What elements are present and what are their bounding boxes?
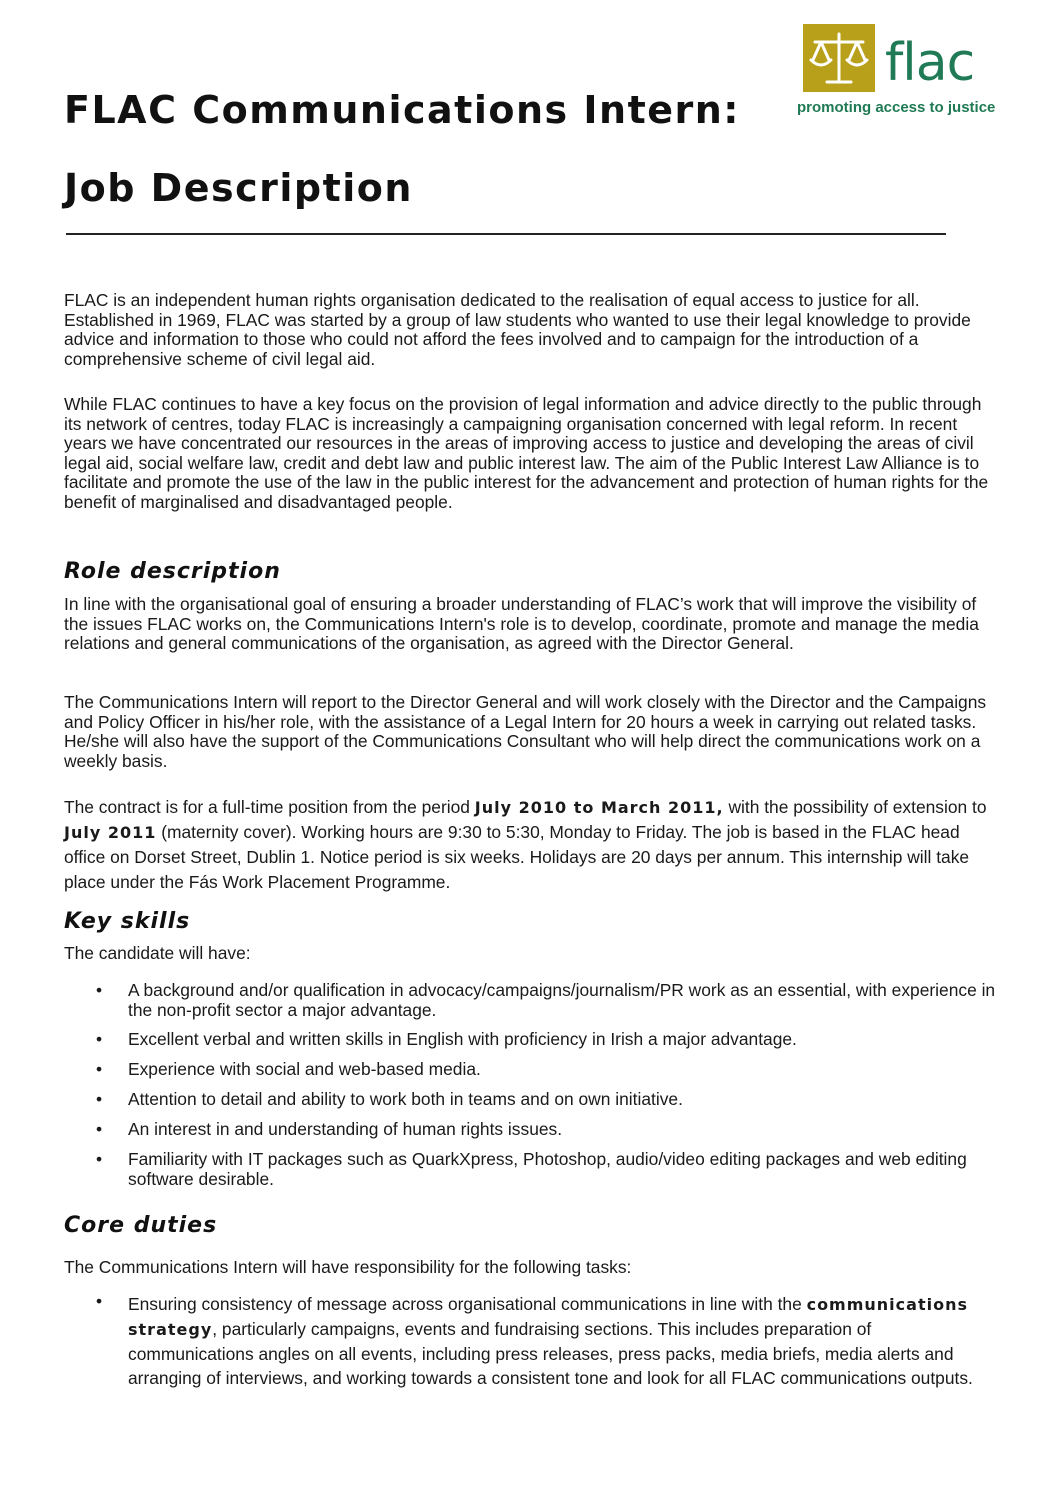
role-paragraph-2: The Communications Intern will report to the Director General and will work closely with the Director and the Campaigns and Policy Officer in his/her role, with the assistance of a Legal Intern for 20 hours a week in carrying out related tasks. He/she will also have the support of the Communications Consultant who will help direct the communications work on a weekly basis. — [64, 692, 987, 771]
contract-text-c: (maternity cover). Working hours are 9:30 to 5:30, Monday to Friday. The job is based in the FLAC head office on Dorset Street, Dublin 1. Notice period is six weeks. Holidays are 20 days per annum. This internship will take place under the Fás Work Placement Programme. — [64, 822, 970, 892]
logo-tagline: promoting access to justice — [797, 99, 996, 116]
extension-date: July 2011 — [64, 823, 157, 842]
page-title-line2: Job Description — [64, 166, 413, 210]
role-paragraph-3 — [64, 795, 994, 895]
logo-emblem — [803, 24, 875, 92]
flac-logo — [797, 22, 997, 122]
contract-text-a: The contract is for a full-time position from the period — [64, 797, 475, 817]
core-duties-heading: Core duties — [64, 1213, 218, 1238]
intro-paragraph-1: FLAC is an independent human rights organisation dedicated to the realisation of equal access to justice for all. Established in 1969, FLAC was started by a group of law students who wanted to use their legal knowledge to provide advice and information to those who could not afford the fees involved and to campaign for the introduction of a comprehensive scheme of civil legal aid. — [64, 290, 971, 369]
core-duties-intro: The Communications Intern will have responsibility for the following tasks: — [64, 1257, 632, 1277]
title-divider — [66, 233, 946, 235]
scales-of-justice-icon — [803, 24, 875, 92]
contract-text-b: with the possibility of extension to — [723, 797, 987, 817]
intro-paragraph-2: While FLAC continues to have a key focus on the provision of legal information and advice directly to the public through its network of centres, today FLAC is increasingly a campaigning organisation concerned with legal reform. In recent years we have concentrated our resources in the areas of improving access to justice and developing the areas of civil legal aid, social welfare law, credit and debt law and public interest law. The aim of the Public Interest Law Alliance is to facilitate and promote the use of the law in the public interest for the advancement and protection of human rights for the benefit of marginalised and disadvantaged people. — [64, 394, 989, 512]
key-skills-intro: The candidate will have: — [64, 943, 251, 963]
contract-period: July 2010 to March 2011, — [474, 798, 724, 817]
key-skills-heading: Key skills — [64, 909, 191, 934]
role-paragraph-1: In line with the organisational goal of ensuring a broader understanding of FLAC’s work that will improve the visibility of the issues FLAC works on, the Communications Intern's role is to develop, coordinate, promote and manage the media relations and general communications of the organisation, as agreed with the Director General. — [64, 594, 979, 654]
logo-wordmark: flac — [885, 33, 975, 93]
role-description-heading: Role description — [64, 559, 281, 584]
communications-strategy: communications strategy — [128, 1295, 968, 1339]
page-title-line1: FLAC Communications Intern: — [64, 88, 740, 132]
